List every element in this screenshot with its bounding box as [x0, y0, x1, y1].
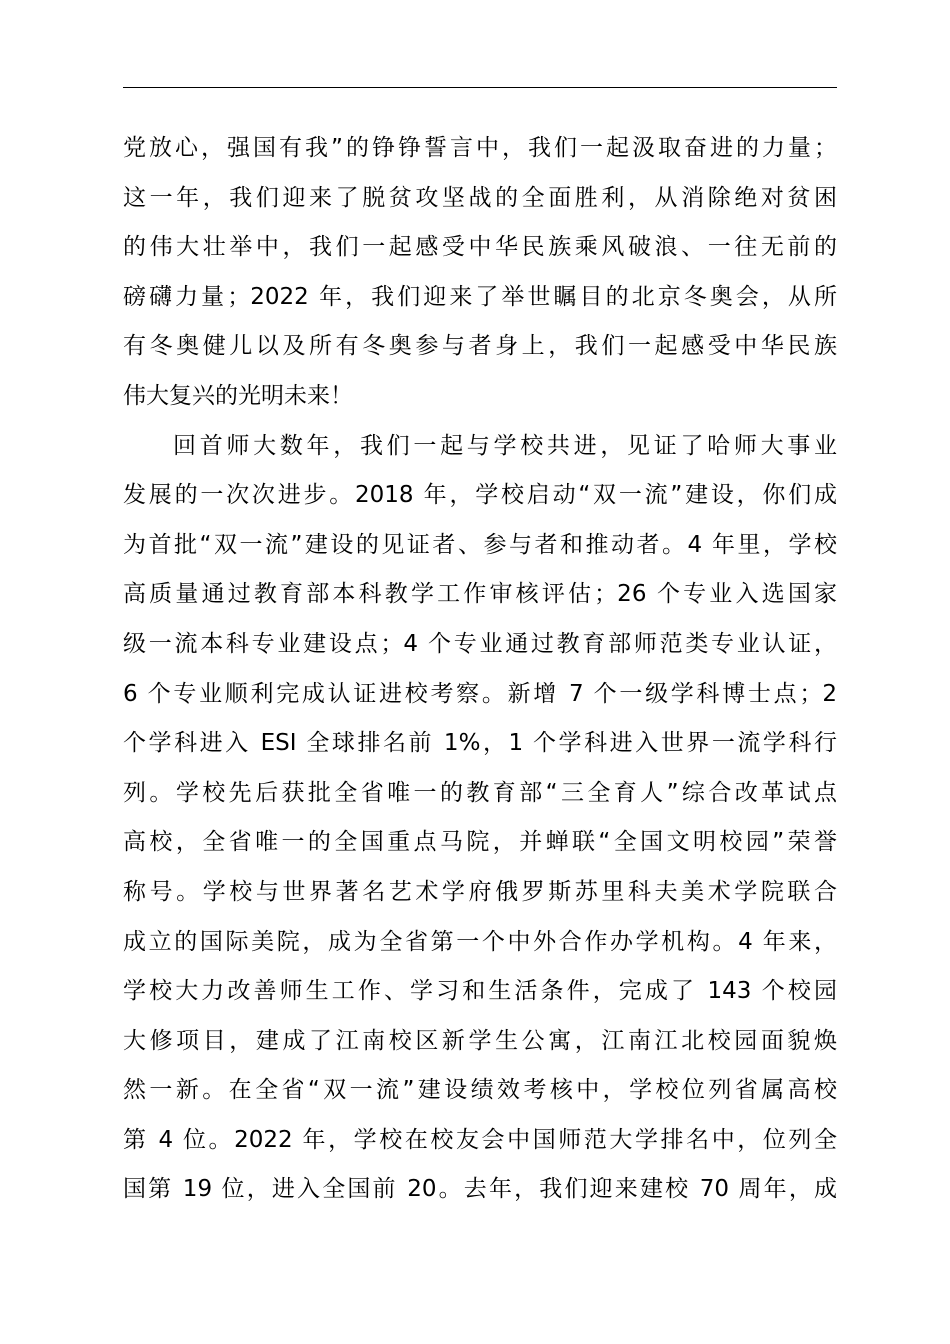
text-line: 级一流本科专业建设点；4 个专业通过教育部师范类专业认证， — [123, 630, 837, 657]
text-line: 这一年，我们迎来了脱贫攻坚战的全面胜利，从消除绝对贫困 — [123, 184, 837, 211]
text-line: 为首批“双一流”建设的见证者、参与者和推动者。4 年里，学校 — [123, 531, 837, 558]
text-line: 回首师大数年，我们一起与学校共进，见证了哈师大事业 — [173, 432, 837, 459]
text-line: 然一新。在全省“双一流”建设绩效考核中，学校位列省属高校 — [123, 1077, 837, 1104]
text-line: 第 4 位。2022 年，学校在校友会中国师范大学排名中，位列全 — [123, 1126, 837, 1153]
text-line: 发展的一次次进步。2018 年，学校启动“双一流”建设，你们成 — [123, 482, 837, 509]
paragraph-1 — [123, 124, 837, 422]
text-line: 磅礴力量；2022 年，我们迎来了举世瞩目的北京冬奥会，从所 — [123, 283, 837, 310]
text-line: 学校大力改善师生工作、学习和生活条件，完成了 143 个校园 — [123, 978, 837, 1005]
text-line: 国第 19 位，进入全国前 20。去年，我们迎来建校 70 周年，成 — [123, 1176, 837, 1203]
text-line: 党放心，强国有我”的铮铮誓言中，我们一起汲取奋进的力量； — [123, 135, 837, 161]
text-line: 称号。学校与世界著名艺术学府俄罗斯苏里科夫美术学院联合 — [123, 878, 837, 905]
text-line: 列。学校先后获批全省唯一的教育部“三全育人”综合改革试点 — [123, 779, 837, 806]
header-rule — [123, 87, 837, 88]
text-line: 有冬奥健儿以及所有冬奥参与者身上，我们一起感受中华民族 — [123, 333, 837, 360]
text-line: 成立的国际美院，成为全省第一个中外合作办学机构。4 年来， — [123, 928, 837, 955]
text-line: 伟大复兴的光明未来！ — [123, 382, 353, 409]
document-body — [123, 124, 837, 1215]
text-line: 个学科进入 ESI 全球排名前 1%，1 个学科进入世界一流学科行 — [123, 730, 837, 757]
text-line: 高质量通过教育部本科教学工作审核评估；26 个专业入选国家 — [123, 581, 837, 608]
text-line: 6 个专业顺利完成认证进校考察。新增 7 个一级学科博士点；2 — [123, 680, 837, 707]
text-line: 的伟大壮举中，我们一起感受中华民族乘风破浪、一往无前的 — [123, 234, 837, 261]
text-line: 高校，全省唯一的全国重点马院，并蝉联“全国文明校园”荣誉 — [123, 829, 837, 856]
paragraph-2 — [123, 422, 837, 1216]
text-line: 大修项目，建成了江南校区新学生公寓，江南江北校园面貌焕 — [123, 1027, 837, 1054]
